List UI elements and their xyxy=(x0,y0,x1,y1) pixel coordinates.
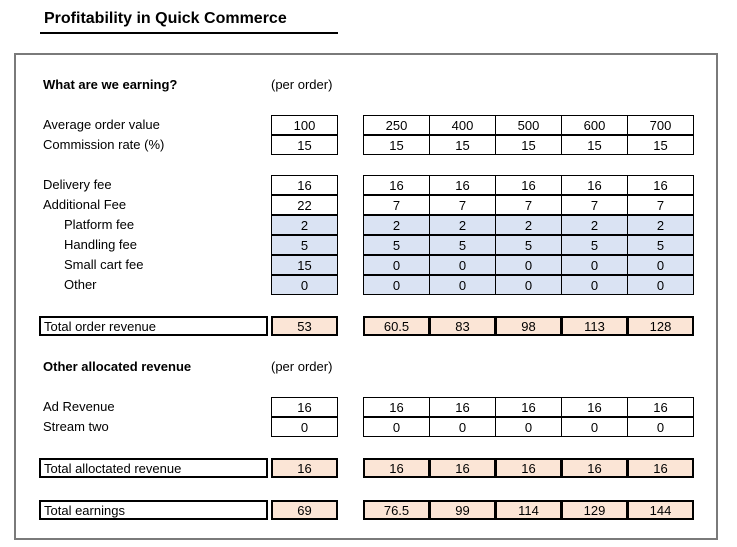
additional-scenario-cell[interactable]: 7 xyxy=(561,195,628,215)
handling-scenario-cell[interactable]: 5 xyxy=(561,235,628,255)
total-order-label: Total order revenue xyxy=(39,316,268,336)
total-alloc-scenario-cell[interactable]: 16 xyxy=(429,458,496,478)
handling-scenario-cell[interactable]: 5 xyxy=(495,235,562,255)
smallcart-scenario-cell[interactable]: 0 xyxy=(627,255,694,275)
commission-label: Commission rate (%) xyxy=(43,137,165,152)
stream2-label: Stream two xyxy=(43,419,109,434)
total-alloc-scenario-cell[interactable]: 16 xyxy=(561,458,628,478)
aov-scenario-cell[interactable]: 400 xyxy=(429,115,496,135)
other-scenario-cell[interactable]: 0 xyxy=(627,275,694,295)
ad-label: Ad Revenue xyxy=(43,399,115,414)
aov-scenario-cell[interactable]: 500 xyxy=(495,115,562,135)
total-alloc-label: Total alloctated revenue xyxy=(39,458,268,478)
total-earn-scenario-cell[interactable]: 99 xyxy=(429,500,496,520)
other-scenario-cell[interactable]: 0 xyxy=(561,275,628,295)
total-order-scenario-cell[interactable]: 60.5 xyxy=(363,316,430,336)
total-order-scenario-cell[interactable]: 128 xyxy=(627,316,694,336)
platform-label: Platform fee xyxy=(64,217,135,232)
additional-scenario-cell[interactable]: 7 xyxy=(495,195,562,215)
aov-scenario-cell[interactable]: 250 xyxy=(363,115,430,135)
additional-label: Additional Fee xyxy=(43,197,127,212)
total-alloc-scenario-cell[interactable]: 16 xyxy=(363,458,430,478)
handling-base-cell[interactable]: 5 xyxy=(271,235,338,255)
other-scenario-cell[interactable]: 0 xyxy=(429,275,496,295)
total-earn-base-cell[interactable]: 69 xyxy=(271,500,338,520)
commission-scenario-cell[interactable]: 15 xyxy=(495,135,562,155)
smallcart-scenario-cell[interactable]: 0 xyxy=(561,255,628,275)
handling-label: Handling fee xyxy=(64,237,137,252)
additional-scenario-cell[interactable]: 7 xyxy=(363,195,430,215)
commission-base-cell[interactable]: 15 xyxy=(271,135,338,155)
delivery-base-cell[interactable]: 16 xyxy=(271,175,338,195)
total-earn-scenario-cell[interactable]: 76.5 xyxy=(363,500,430,520)
commission-scenario-cell[interactable]: 15 xyxy=(627,135,694,155)
total-alloc-scenario-cell[interactable]: 16 xyxy=(627,458,694,478)
additional-base-cell[interactable]: 22 xyxy=(271,195,338,215)
platform-base-cell[interactable]: 2 xyxy=(271,215,338,235)
total-earn-scenario-cell[interactable]: 114 xyxy=(495,500,562,520)
total-earn-scenario-cell[interactable]: 129 xyxy=(561,500,628,520)
platform-scenario-cell[interactable]: 2 xyxy=(561,215,628,235)
total-order-base-cell[interactable]: 53 xyxy=(271,316,338,336)
other-scenario-cell[interactable]: 0 xyxy=(363,275,430,295)
aov-scenario-cell[interactable]: 600 xyxy=(561,115,628,135)
other-base-cell[interactable]: 0 xyxy=(271,275,338,295)
stream2-scenario-cell[interactable]: 0 xyxy=(363,417,430,437)
other-scenario-cell[interactable]: 0 xyxy=(495,275,562,295)
handling-scenario-cell[interactable]: 5 xyxy=(627,235,694,255)
stream2-scenario-cell[interactable]: 0 xyxy=(561,417,628,437)
stream2-scenario-cell[interactable]: 0 xyxy=(429,417,496,437)
aov-base-cell[interactable]: 100 xyxy=(271,115,338,135)
smallcart-scenario-cell[interactable]: 0 xyxy=(429,255,496,275)
delivery-scenario-cell[interactable]: 16 xyxy=(561,175,628,195)
platform-scenario-cell[interactable]: 2 xyxy=(363,215,430,235)
additional-scenario-cell[interactable]: 7 xyxy=(429,195,496,215)
total-alloc-base-cell[interactable]: 16 xyxy=(271,458,338,478)
total-order-scenario-cell[interactable]: 98 xyxy=(495,316,562,336)
smallcart-base-cell[interactable]: 15 xyxy=(271,255,338,275)
other-section-header: Other allocated revenue xyxy=(43,359,192,374)
platform-scenario-cell[interactable]: 2 xyxy=(429,215,496,235)
ad-scenario-cell[interactable]: 16 xyxy=(495,397,562,417)
commission-scenario-cell[interactable]: 15 xyxy=(561,135,628,155)
delivery-scenario-cell[interactable]: 16 xyxy=(363,175,430,195)
handling-scenario-cell[interactable]: 5 xyxy=(363,235,430,255)
delivery-scenario-cell[interactable]: 16 xyxy=(429,175,496,195)
platform-scenario-cell[interactable]: 2 xyxy=(495,215,562,235)
other-label: Other xyxy=(64,277,97,292)
ad-scenario-cell[interactable]: 16 xyxy=(363,397,430,417)
commission-scenario-cell[interactable]: 15 xyxy=(429,135,496,155)
ad-scenario-cell[interactable]: 16 xyxy=(561,397,628,417)
platform-scenario-cell[interactable]: 2 xyxy=(627,215,694,235)
handling-scenario-cell[interactable]: 5 xyxy=(429,235,496,255)
stream2-scenario-cell[interactable]: 0 xyxy=(627,417,694,437)
stream2-scenario-cell[interactable]: 0 xyxy=(495,417,562,437)
other-per-order-note: (per order) xyxy=(271,359,333,374)
total-order-scenario-cell[interactable]: 113 xyxy=(561,316,628,336)
smallcart-scenario-cell[interactable]: 0 xyxy=(495,255,562,275)
commission-scenario-cell[interactable]: 15 xyxy=(363,135,430,155)
smallcart-label: Small cart fee xyxy=(64,257,144,272)
earning-section-header: What are we earning? xyxy=(43,77,178,92)
total-alloc-scenario-cell[interactable]: 16 xyxy=(495,458,562,478)
aov-scenario-cell[interactable]: 700 xyxy=(627,115,694,135)
additional-scenario-cell[interactable]: 7 xyxy=(627,195,694,215)
ad-scenario-cell[interactable]: 16 xyxy=(627,397,694,417)
delivery-scenario-cell[interactable]: 16 xyxy=(495,175,562,195)
delivery-scenario-cell[interactable]: 16 xyxy=(627,175,694,195)
total-order-scenario-cell[interactable]: 83 xyxy=(429,316,496,336)
aov-label: Average order value xyxy=(43,117,160,132)
delivery-label: Delivery fee xyxy=(43,177,112,192)
ad-base-cell[interactable]: 16 xyxy=(271,397,338,417)
earning-per-order-note: (per order) xyxy=(271,77,333,92)
total-earn-scenario-cell[interactable]: 144 xyxy=(627,500,694,520)
smallcart-scenario-cell[interactable]: 0 xyxy=(363,255,430,275)
ad-scenario-cell[interactable]: 16 xyxy=(429,397,496,417)
total-earn-label: Total earnings xyxy=(39,500,268,520)
stream2-base-cell[interactable]: 0 xyxy=(271,417,338,437)
page-title: Profitability in Quick Commerce xyxy=(44,10,287,27)
title-underline xyxy=(40,32,338,34)
